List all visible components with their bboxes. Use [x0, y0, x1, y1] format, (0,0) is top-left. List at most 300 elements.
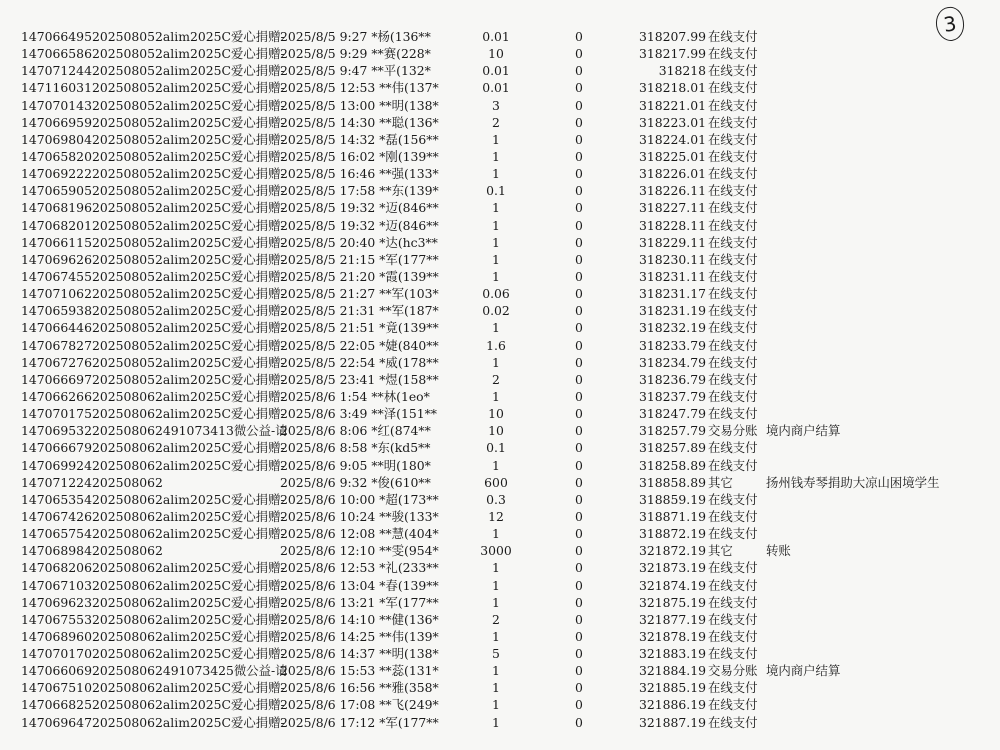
- payment-type-type: 在线支付: [708, 268, 758, 284]
- amount-amount: 0.02: [482, 303, 510, 319]
- record-id-note1: 52alim2025C爱心捐赠-: [147, 63, 285, 79]
- time-payer: [280, 525, 439, 542]
- fee-fee: 0: [575, 80, 583, 96]
- payment-type: [708, 594, 758, 611]
- amount-amount: 5: [492, 646, 500, 662]
- record-id-id: 1470671032025080: [21, 577, 148, 593]
- payment-type-type: 在线支付: [708, 251, 758, 267]
- remark-note: 转账: [766, 543, 791, 559]
- time-payer: [280, 45, 431, 62]
- payment-type: [708, 62, 758, 79]
- balance: [600, 131, 706, 148]
- amount-amount: 1: [492, 166, 500, 182]
- table-row: [0, 474, 1000, 491]
- amount: [470, 62, 522, 79]
- time-payer: [280, 508, 439, 525]
- amount: [470, 182, 522, 199]
- record-id-id: 1470675102025080: [21, 680, 148, 696]
- table-row: [0, 251, 1000, 268]
- fee-fee: 0: [575, 131, 583, 147]
- time-payer-time: 2025/8/5 14:30 **聪(136*: [280, 114, 439, 130]
- balance: [600, 508, 706, 525]
- record-id-note1: 62: [147, 474, 163, 490]
- amount: [470, 199, 522, 216]
- balance-balance: 318230.11: [638, 251, 706, 267]
- time-payer: [280, 28, 431, 45]
- time-payer-time: 2025/8/5 21:15 *军(177**: [280, 251, 439, 267]
- table-row: [0, 371, 1000, 388]
- amount: [470, 251, 522, 268]
- amount-amount: 1: [492, 234, 500, 250]
- fee-fee: 0: [575, 423, 583, 439]
- table-row: [0, 457, 1000, 474]
- payment-type: [708, 611, 758, 628]
- payment-type: [708, 337, 758, 354]
- table-row: [0, 508, 1000, 525]
- fee-fee: 0: [575, 457, 583, 473]
- fee: [568, 577, 590, 594]
- record-id-id: 1470666792025080: [21, 440, 148, 456]
- amount: [470, 611, 522, 628]
- record-id-note1: 62alim2025C爱心捐赠-: [147, 611, 285, 627]
- time-payer-time: 2025/8/6 13:04 *春(139**: [280, 577, 439, 593]
- time-payer: [280, 354, 439, 371]
- amount: [470, 525, 522, 542]
- table-row: [0, 577, 1000, 594]
- record-id: [21, 148, 285, 165]
- balance-balance: 321878.19: [638, 628, 706, 644]
- time-payer-time: 2025/8/5 20:40 *达(hc3**: [280, 234, 438, 250]
- payment-type-type: 在线支付: [708, 491, 758, 507]
- time-payer-time: 2025/8/5 9:47 **平(132*: [280, 63, 431, 79]
- time-payer-time: 2025/8/5 9:29 **赛(228*: [280, 46, 431, 62]
- amount: [470, 457, 522, 474]
- amount: [470, 371, 522, 388]
- time-payer-time: 2025/8/5 12:53 **伟(137*: [280, 80, 439, 96]
- time-payer-time: 2025/8/5 21:27 **军(103*: [280, 286, 439, 302]
- time-payer: [280, 319, 439, 336]
- balance-balance: 318257.79: [638, 423, 706, 439]
- record-id-id: 1470681962025080: [21, 200, 148, 216]
- table-row: [0, 439, 1000, 456]
- time-payer: [280, 457, 431, 474]
- balance-balance: 318217.99: [638, 46, 706, 62]
- record-id: [21, 405, 285, 422]
- time-payer: [280, 268, 439, 285]
- payment-type: [708, 628, 758, 645]
- fee: [568, 714, 590, 731]
- record-id-note1: 62alim2025C爱心捐赠-: [147, 440, 285, 456]
- record-id-id: 1470701432025080: [21, 97, 148, 113]
- table-row: [0, 525, 1000, 542]
- balance: [600, 199, 706, 216]
- fee-fee: 0: [575, 491, 583, 507]
- balance-balance: 318225.01: [638, 148, 706, 164]
- payment-type-type: 在线支付: [708, 29, 758, 44]
- amount-amount: 2: [492, 114, 500, 130]
- payment-type-type: 在线支付: [708, 594, 758, 610]
- payment-type-type: 在线支付: [708, 337, 758, 353]
- balance: [600, 525, 706, 542]
- fee: [568, 79, 590, 96]
- amount-amount: 0.1: [486, 183, 506, 199]
- time-payer: [280, 285, 439, 302]
- amount-amount: 10: [488, 423, 504, 439]
- record-id-note1: 62491073425微公益-请: [147, 663, 288, 679]
- balance: [600, 285, 706, 302]
- record-id-note1: 62: [147, 543, 163, 559]
- time-payer-time: 2025/8/6 10:00 *超(173**: [280, 491, 439, 507]
- fee-fee: 0: [575, 251, 583, 267]
- record-id: [21, 439, 285, 456]
- amount-amount: 3: [492, 97, 500, 113]
- time-payer: [280, 114, 439, 131]
- table-row: [0, 337, 1000, 354]
- balance: [600, 577, 706, 594]
- amount: [470, 319, 522, 336]
- payment-type-type: 其它: [708, 474, 733, 490]
- time-payer-time: 2025/8/6 1:54 **林(1eo*: [280, 388, 430, 404]
- payment-type-type: 交易分账: [708, 663, 758, 679]
- record-id-note1: 62alim2025C爱心捐赠-: [147, 457, 285, 473]
- amount: [470, 577, 522, 594]
- fee-fee: 0: [575, 663, 583, 679]
- amount-amount: 1: [492, 697, 500, 713]
- time-payer: [280, 251, 439, 268]
- time-payer-time: 2025/8/5 17:58 **东(139*: [280, 183, 439, 199]
- payment-type: [708, 405, 758, 422]
- amount-amount: 0.01: [482, 29, 510, 44]
- fee-fee: 0: [575, 97, 583, 113]
- payment-type-type: 在线支付: [708, 371, 758, 387]
- fee: [568, 62, 590, 79]
- payment-type: [708, 371, 758, 388]
- table-row: [0, 559, 1000, 576]
- time-payer: [280, 422, 431, 439]
- fee-fee: 0: [575, 217, 583, 233]
- fee-fee: 0: [575, 148, 583, 164]
- payment-type-type: 在线支付: [708, 628, 758, 644]
- fee-fee: 0: [575, 646, 583, 662]
- amount: [470, 114, 522, 131]
- payment-type: [708, 525, 758, 542]
- record-id-note1: 52alim2025C爱心捐赠-: [147, 114, 285, 130]
- fee: [568, 611, 590, 628]
- time-payer: [280, 559, 439, 576]
- record-id-note1: 62491073413微公益-请: [147, 423, 288, 439]
- payment-type: [708, 97, 758, 114]
- time-payer: [280, 714, 439, 731]
- record-id-note1: 62alim2025C爱心捐赠-: [147, 560, 285, 576]
- record-id: [21, 97, 285, 114]
- payment-type: [708, 165, 758, 182]
- record-id-id: 1470669592025080: [21, 114, 148, 130]
- time-payer: [280, 611, 439, 628]
- balance-balance: 318237.79: [638, 388, 706, 404]
- time-payer-time: 2025/8/5 9:27 *杨(136**: [280, 29, 431, 44]
- time-payer-time: 2025/8/6 10:24 **骏(133*: [280, 508, 439, 524]
- record-id: [21, 662, 288, 679]
- amount-amount: 1: [492, 560, 500, 576]
- amount-amount: 1: [492, 628, 500, 644]
- amount-amount: 12: [488, 508, 504, 524]
- payment-type-type: 在线支付: [708, 234, 758, 250]
- time-payer: [280, 97, 439, 114]
- time-payer: [280, 234, 438, 251]
- time-payer: [280, 628, 439, 645]
- record-id-note1: 52alim2025C爱心捐赠-: [147, 371, 285, 387]
- time-payer: [280, 148, 439, 165]
- table-row: [0, 302, 1000, 319]
- payment-type: [708, 199, 758, 216]
- fee-fee: 0: [575, 440, 583, 456]
- amount: [470, 234, 522, 251]
- fee: [568, 354, 590, 371]
- amount: [470, 405, 522, 422]
- fee: [568, 388, 590, 405]
- balance-balance: 318258.89: [638, 457, 706, 473]
- record-id: [21, 45, 285, 62]
- record-id-id: 1470682062025080: [21, 560, 148, 576]
- record-id-note1: 62alim2025C爱心捐赠-: [147, 714, 285, 730]
- record-id: [21, 542, 163, 559]
- table-row: [0, 79, 1000, 96]
- payment-type-type: 在线支付: [708, 320, 758, 336]
- remark-note: 境内商户结算: [766, 423, 841, 439]
- amount: [470, 388, 522, 405]
- record-id: [21, 337, 285, 354]
- payment-type-type: 在线支付: [708, 646, 758, 662]
- balance-balance: 321886.19: [638, 697, 706, 713]
- fee: [568, 594, 590, 611]
- time-payer: [280, 199, 439, 216]
- balance-balance: 318859.19: [638, 491, 706, 507]
- time-payer-time: 2025/8/6 8:06 *红(874**: [280, 423, 431, 439]
- table-row: [0, 97, 1000, 114]
- time-payer-time: 2025/8/5 16:02 *刚(139**: [280, 148, 439, 164]
- table-row: [0, 491, 1000, 508]
- time-payer-time: 2025/8/6 12:10 **雯(954*: [280, 543, 439, 559]
- table-row: [0, 165, 1000, 182]
- amount-amount: 10: [488, 406, 504, 422]
- payment-type: [708, 577, 758, 594]
- table-row: [0, 62, 1000, 79]
- table-row: [0, 268, 1000, 285]
- table-row: [0, 422, 1000, 439]
- payment-type-type: 在线支付: [708, 406, 758, 422]
- record-id: [21, 234, 285, 251]
- table-row: [0, 628, 1000, 645]
- payment-type: [708, 508, 758, 525]
- balance: [600, 645, 706, 662]
- fee: [568, 474, 590, 491]
- balance: [600, 422, 706, 439]
- fee-fee: 0: [575, 200, 583, 216]
- time-payer-time: 2025/8/6 14:37 **明(138*: [280, 646, 439, 662]
- remark-note: 扬州钱寿琴捐助大凉山困境学生: [766, 474, 940, 490]
- fee-fee: 0: [575, 371, 583, 387]
- amount: [470, 165, 522, 182]
- balance: [600, 405, 706, 422]
- balance: [600, 337, 706, 354]
- payment-type-type: 交易分账: [708, 423, 758, 439]
- amount: [470, 559, 522, 576]
- record-id: [21, 285, 285, 302]
- table-row: [0, 234, 1000, 251]
- record-id: [21, 251, 285, 268]
- record-id-id: 1470698042025080: [21, 131, 148, 147]
- balance-balance: 318871.19: [638, 508, 706, 524]
- payment-type: [708, 319, 758, 336]
- record-id-id: 1470665862025080: [21, 46, 148, 62]
- table-row: [0, 285, 1000, 302]
- payment-type-type: 在线支付: [708, 611, 758, 627]
- payment-type: [708, 234, 758, 251]
- record-id-note1: 52alim2025C爱心捐赠-: [147, 200, 285, 216]
- balance: [600, 371, 706, 388]
- balance: [600, 679, 706, 696]
- record-id-note1: 52alim2025C爱心捐赠-: [147, 234, 285, 250]
- record-id: [21, 525, 285, 542]
- record-id-note1: 52alim2025C爱心捐赠-: [147, 166, 285, 182]
- table-row: [0, 645, 1000, 662]
- amount: [470, 474, 522, 491]
- time-payer-time: 2025/8/5 22:54 *威(178**: [280, 354, 439, 370]
- record-id: [21, 28, 285, 45]
- balance: [600, 165, 706, 182]
- amount-amount: 600: [484, 474, 508, 490]
- balance: [600, 542, 706, 559]
- time-payer: [280, 662, 439, 679]
- amount: [470, 714, 522, 731]
- payment-type-type: 在线支付: [708, 217, 758, 233]
- payment-type-type: 在线支付: [708, 714, 758, 730]
- record-id-id: 1470666972025080: [21, 371, 148, 387]
- amount: [470, 491, 522, 508]
- record-id-id: 1470657542025080: [21, 526, 148, 542]
- balance-balance: 318228.11: [638, 217, 706, 233]
- payment-type: [708, 542, 733, 559]
- table-row: [0, 131, 1000, 148]
- payment-type: [708, 439, 758, 456]
- fee-fee: 0: [575, 543, 583, 559]
- record-id-id: 1470712442025080: [21, 63, 148, 79]
- time-payer-time: 2025/8/6 16:56 **雅(358*: [280, 680, 439, 696]
- amount: [470, 97, 522, 114]
- table-row: [0, 114, 1000, 131]
- time-payer: [280, 696, 439, 713]
- balance: [600, 79, 706, 96]
- record-id: [21, 645, 285, 662]
- balance-balance: 321875.19: [638, 594, 706, 610]
- balance-balance: 318223.01: [638, 114, 706, 130]
- payment-type-type: 在线支付: [708, 680, 758, 696]
- record-id-id: 1470653542025080: [21, 491, 148, 507]
- balance-balance: 321877.19: [638, 611, 706, 627]
- table-row: [0, 199, 1000, 216]
- record-id: [21, 457, 285, 474]
- balance: [600, 319, 706, 336]
- table-row: [0, 542, 1000, 559]
- amount-amount: 1: [492, 148, 500, 164]
- amount-amount: 1: [492, 251, 500, 267]
- record-id-id: 1470682012025080: [21, 217, 148, 233]
- payment-type: [708, 148, 758, 165]
- table-row: [0, 696, 1000, 713]
- record-id-id: 1471160312025080: [21, 80, 148, 96]
- amount: [470, 268, 522, 285]
- record-id: [21, 302, 285, 319]
- balance: [600, 354, 706, 371]
- payment-type-type: 在线支付: [708, 166, 758, 182]
- table-row: [0, 182, 1000, 199]
- balance-balance: 318236.79: [638, 371, 706, 387]
- amount: [470, 285, 522, 302]
- payment-type: [708, 474, 733, 491]
- fee: [568, 302, 590, 319]
- amount-amount: 1: [492, 388, 500, 404]
- time-payer: [280, 405, 437, 422]
- balance: [600, 559, 706, 576]
- fee-fee: 0: [575, 46, 583, 62]
- amount: [470, 131, 522, 148]
- time-payer-time: 2025/8/6 15:53 **蕊(131*: [280, 663, 439, 679]
- balance-balance: 318858.89: [638, 474, 706, 490]
- record-id-id: 1470701702025080: [21, 646, 148, 662]
- payment-type: [708, 457, 758, 474]
- payment-type: [708, 114, 758, 131]
- record-id-note1: 52alim2025C爱心捐赠-: [147, 80, 285, 96]
- fee-fee: 0: [575, 234, 583, 250]
- time-payer: [280, 182, 439, 199]
- payment-type: [708, 559, 758, 576]
- record-id: [21, 388, 285, 405]
- balance: [600, 302, 706, 319]
- time-payer-time: 2025/8/5 21:20 *霞(139**: [280, 268, 439, 284]
- amount-amount: 0.3: [486, 491, 506, 507]
- payment-type: [708, 388, 758, 405]
- record-id-note1: 52alim2025C爱心捐赠-: [147, 183, 285, 199]
- balance: [600, 388, 706, 405]
- time-payer-time: 2025/8/6 9:32 *俊(610**: [280, 474, 431, 490]
- record-id-id: 1470689602025080: [21, 628, 148, 644]
- payment-type: [708, 696, 758, 713]
- balance-balance: 321884.19: [638, 663, 706, 679]
- balance: [600, 439, 706, 456]
- amount-amount: 1: [492, 320, 500, 336]
- fee: [568, 439, 590, 456]
- record-id-note1: 52alim2025C爱心捐赠-: [147, 217, 285, 233]
- payment-type: [708, 491, 758, 508]
- amount: [470, 662, 522, 679]
- balance: [600, 234, 706, 251]
- amount: [470, 542, 522, 559]
- record-id: [21, 131, 285, 148]
- fee: [568, 491, 590, 508]
- record-id-note1: 52alim2025C爱心捐赠-: [147, 268, 285, 284]
- fee: [568, 679, 590, 696]
- time-payer-time: 2025/8/5 23:41 *煜(158**: [280, 371, 439, 387]
- balance: [600, 696, 706, 713]
- payment-type: [708, 714, 758, 731]
- record-id-note1: 62alim2025C爱心捐赠-: [147, 491, 285, 507]
- fee-fee: 0: [575, 611, 583, 627]
- fee: [568, 662, 590, 679]
- amount-amount: 1: [492, 714, 500, 730]
- balance-balance: 321872.19: [638, 543, 706, 559]
- fee-fee: 0: [575, 594, 583, 610]
- fee-fee: 0: [575, 474, 583, 490]
